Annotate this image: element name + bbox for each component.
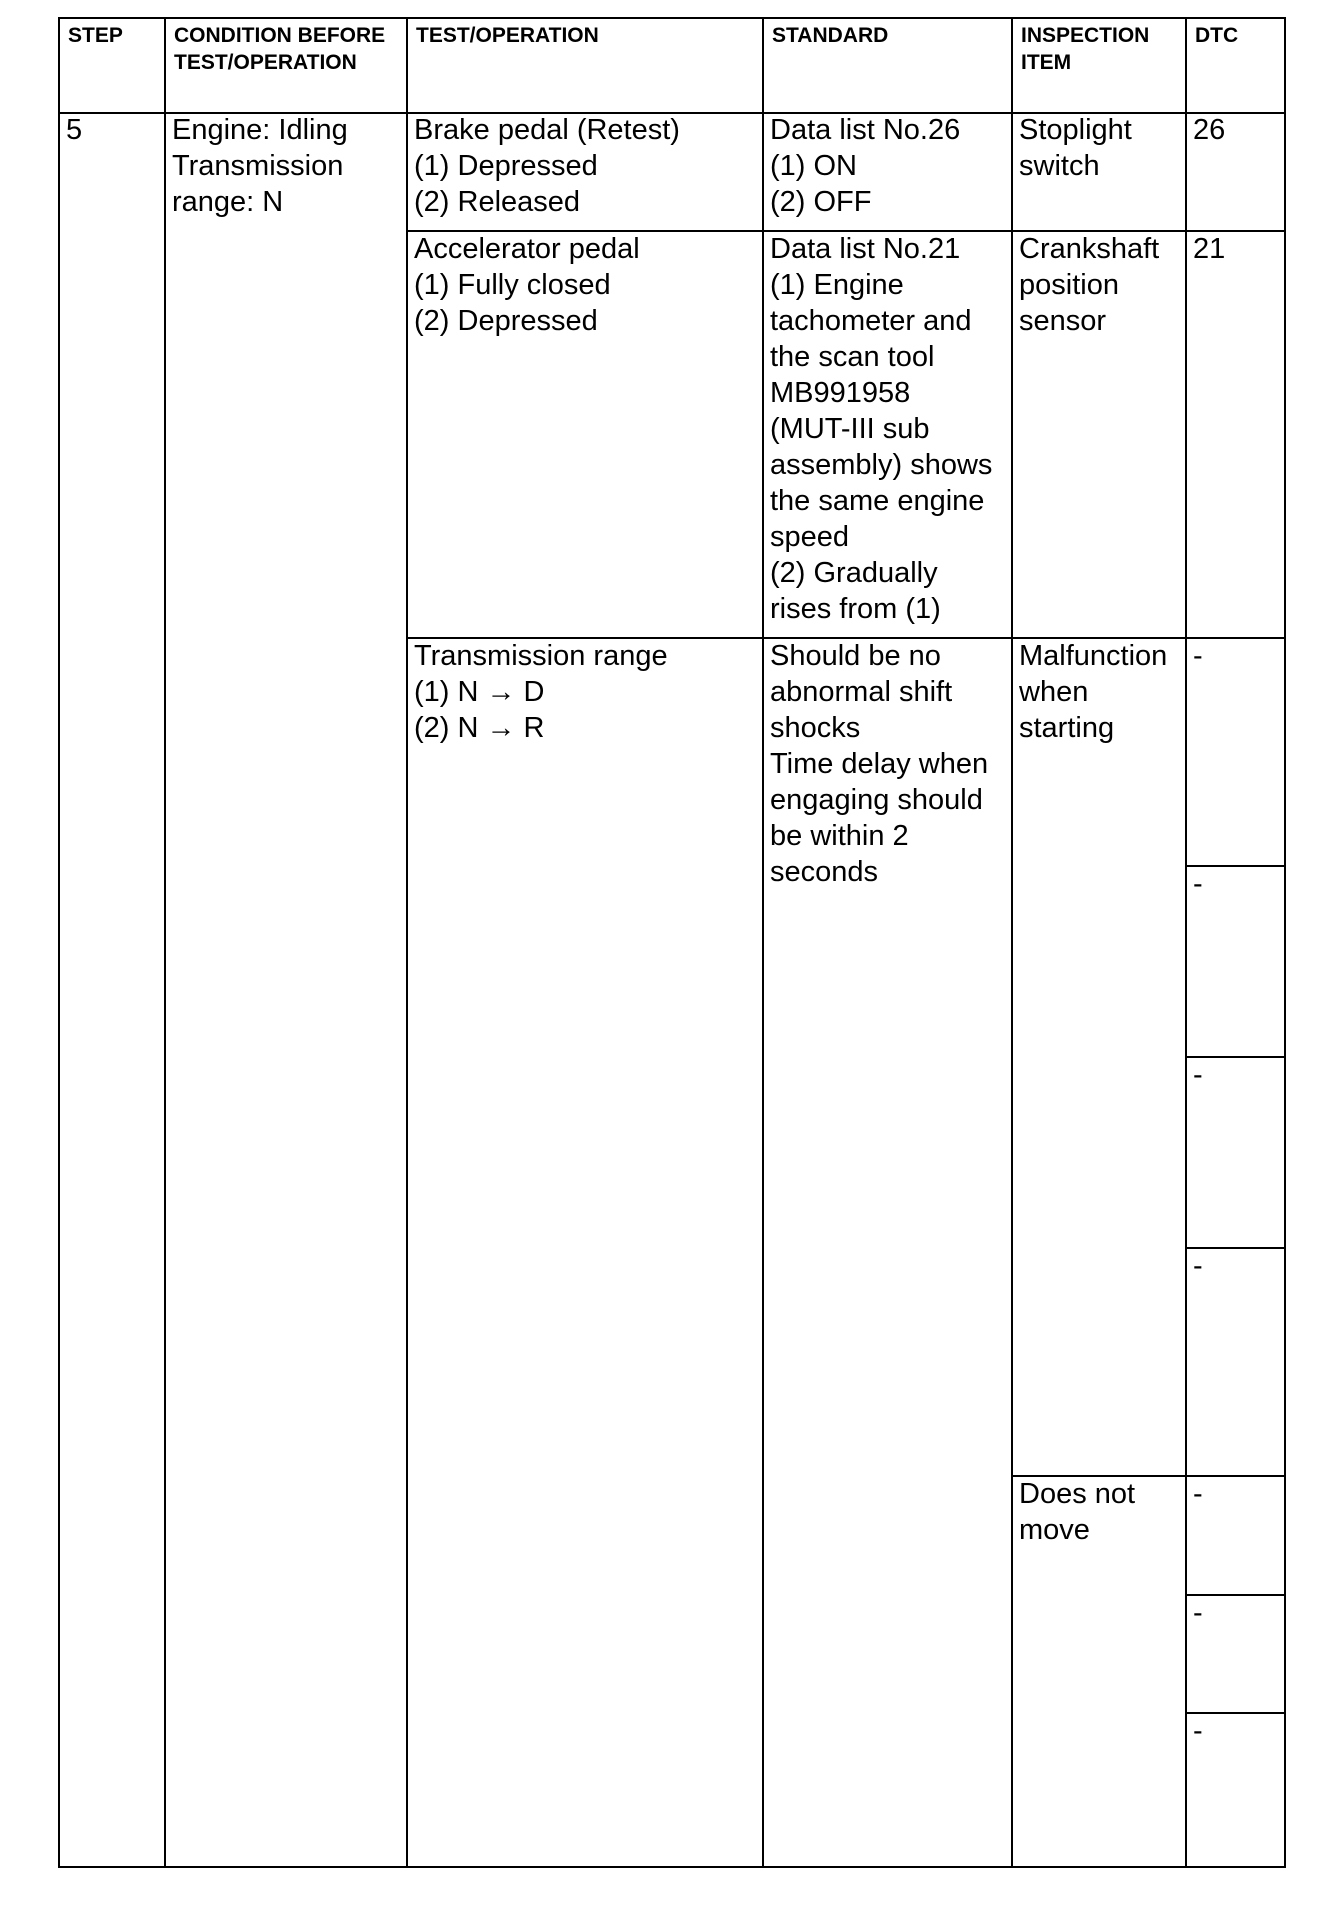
header-standard: STANDARD	[772, 24, 889, 47]
condition-text: Engine: Idling Transmission range: N	[172, 114, 348, 218]
dtc-code: 26	[1193, 114, 1226, 146]
table-border-bottom	[58, 1866, 1286, 1868]
standard-transmission: Should be no abnormal shift shocks Time delay when engaging should be within 2 seconds	[770, 640, 989, 888]
table-border-left	[58, 17, 60, 1868]
header-step: STEP	[68, 24, 123, 47]
header-inspection: INSPECTION ITEM	[1021, 24, 1150, 74]
table-border-right	[1284, 17, 1286, 1868]
column-divider	[762, 17, 764, 1868]
dtc-code: -	[1193, 1250, 1203, 1282]
column-divider	[1185, 17, 1187, 1868]
test-operation-accelerator: Accelerator pedal (1) Fully closed (2) Depressed	[414, 233, 640, 337]
dtc-code: -	[1193, 640, 1203, 672]
step-number: 5	[66, 114, 83, 146]
table-border-top	[58, 17, 1286, 19]
standard-brake: Data list No.26 (1) ON (2) OFF	[770, 114, 961, 218]
diagnostic-table	[58, 17, 1286, 1868]
test-operation-transmission: Transmission range (1) N → D (2) N → R	[414, 640, 668, 744]
inspection-item-does-not-move: Does not move	[1019, 1478, 1136, 1546]
dtc-code: -	[1193, 1715, 1203, 1747]
header-test: TEST/OPERATION	[416, 24, 599, 47]
inspection-item-crankshaft: Crankshaft position sensor	[1019, 233, 1160, 337]
header-condition: CONDITION BEFORE TEST/OPERATION	[174, 24, 386, 74]
dtc-code: 21	[1193, 233, 1226, 265]
column-divider	[406, 17, 408, 1868]
inspection-item-malfunction: Malfunction when starting	[1019, 640, 1168, 744]
standard-accelerator: Data list No.21 (1) Engine tachometer and the scan tool MB991958 (MUT-III sub assembly) shows the same engine speed (2) Gradually rises from (1)	[770, 233, 993, 625]
test-operation-brake: Brake pedal (Retest) (1) Depressed (2) Released	[414, 114, 680, 218]
dtc-code: -	[1193, 1478, 1203, 1510]
dtc-code: -	[1193, 1597, 1203, 1629]
column-divider	[164, 17, 166, 1868]
column-divider	[1011, 17, 1013, 1868]
dtc-code: -	[1193, 868, 1203, 900]
header-dtc: DTC	[1195, 24, 1239, 47]
inspection-item-stoplight: Stoplight switch	[1019, 114, 1132, 182]
dtc-code: -	[1193, 1059, 1203, 1091]
